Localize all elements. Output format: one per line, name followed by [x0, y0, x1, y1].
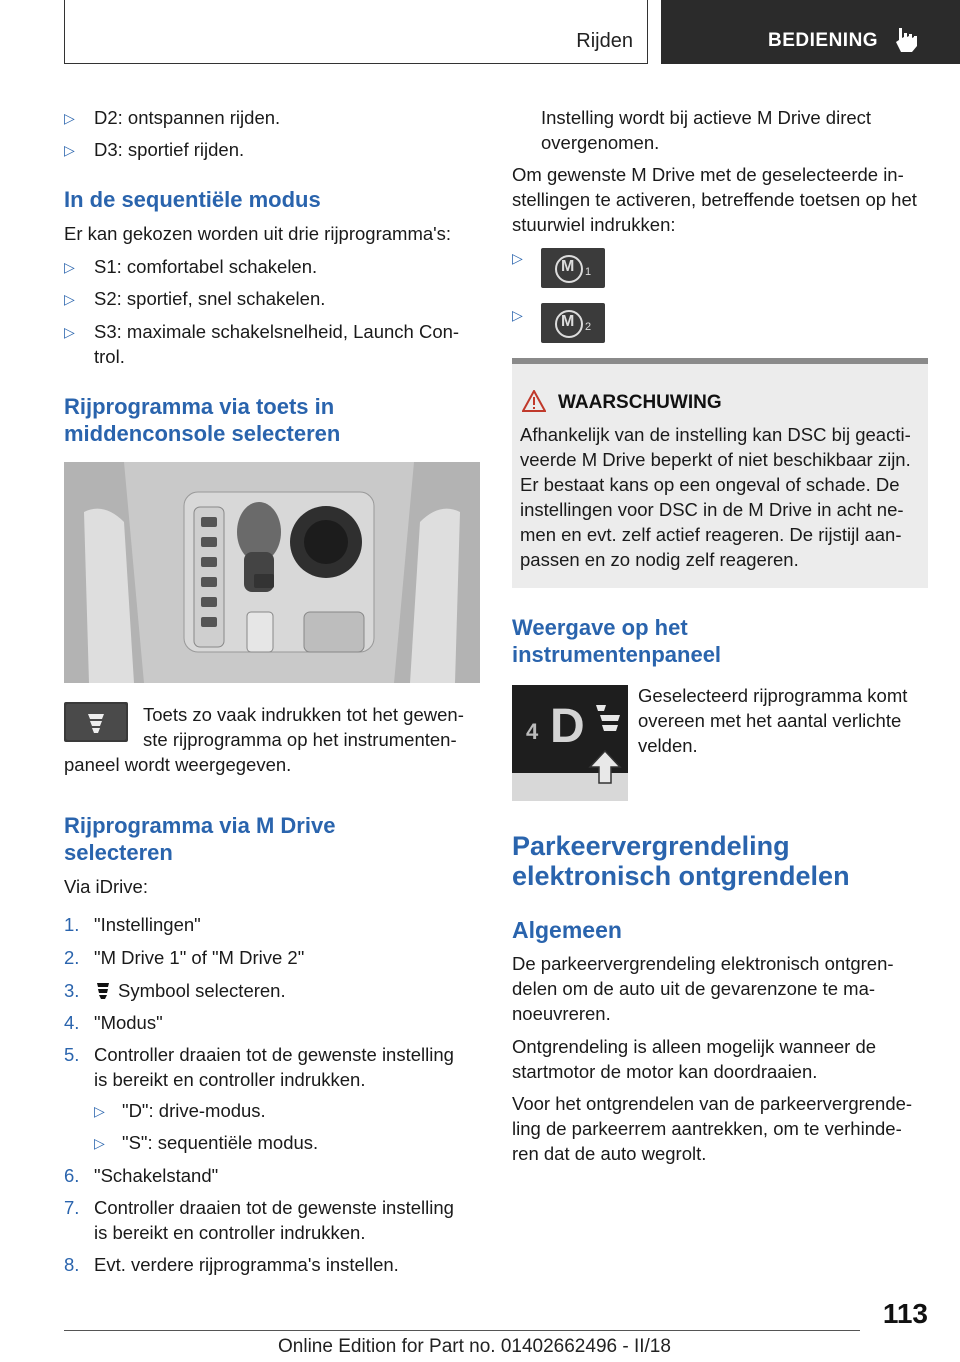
step-number: 2. — [64, 947, 80, 968]
step-text: "Instellingen" — [94, 914, 201, 935]
heading-general: Algemeen — [512, 917, 622, 943]
step-number: 5. — [64, 1044, 80, 1065]
center-console-image — [64, 462, 480, 683]
list-item: D3: sportief rijden. — [94, 139, 245, 160]
heading-display-2: instrumentenpaneel — [512, 642, 722, 667]
step-number: 6. — [64, 1165, 80, 1186]
chapter-title: Rijden — [576, 30, 633, 52]
step-text: Symbool selecteren. — [118, 980, 286, 1001]
header-chapter-box — [64, 0, 648, 64]
step-number: 7. — [64, 1197, 80, 1218]
toets-text: paneel wordt weergegeven. — [64, 754, 292, 775]
bullet-icon: ▷ — [94, 1135, 105, 1151]
bullet-icon: ▷ — [512, 250, 523, 266]
drive-mode-button-icon — [64, 702, 128, 742]
display-text: overeen met het aantal verlichte — [638, 710, 902, 731]
step-text: "M Drive 1" of "M Drive 2" — [94, 947, 305, 968]
section-title: BEDIENING — [768, 30, 879, 51]
warning-text: Er bestaat kans op een ongeval of schade. De — [520, 474, 900, 495]
instrument-display-image: 4 D — [512, 685, 628, 801]
step-number: 3. — [64, 980, 80, 1001]
arrow-up-icon — [588, 749, 622, 785]
paragraph: noeuvreren. — [512, 1003, 611, 1024]
paragraph: overgenomen. — [541, 132, 660, 153]
warning-text: men en evt. zelf actief reageren. De rijstijl aan- — [520, 524, 902, 545]
footer-divider — [64, 1330, 860, 1331]
paragraph: Om gewenste M Drive met de geselecteerde in- — [512, 164, 904, 185]
heading-mdrive: Rijprogramma via M Drive — [64, 813, 336, 838]
step-text-cont: is bereikt en controller indrukken. — [94, 1069, 366, 1090]
step-text: Evt. verdere rijprogramma's instellen. — [94, 1254, 399, 1275]
bullet-icon: ▷ — [512, 307, 523, 323]
step-text: Controller draaien tot de gewenste instelling — [94, 1197, 454, 1218]
list-item: D2: ontspannen rijden. — [94, 107, 281, 128]
step-text: Controller draaien tot de gewenste instelling — [94, 1044, 454, 1065]
bullet-icon: ▷ — [64, 259, 75, 275]
bullet-icon: ▷ — [64, 291, 75, 307]
paragraph: stuurwiel indrukken: — [512, 214, 676, 235]
display-text: Geselecteerd rijprogramma komt — [638, 685, 908, 706]
paragraph: Via iDrive: — [64, 876, 148, 897]
heading-parking-2: elektronisch ontgrendelen — [512, 861, 850, 891]
paragraph: De parkeervergrendeling elektronisch ontgren- — [512, 953, 894, 974]
page-number: 113 — [882, 1298, 928, 1329]
paragraph: stellingen te activeren, betreffende toetsen op het — [512, 189, 917, 210]
step-number: 4. — [64, 1012, 80, 1033]
heading-sequential: In de sequentiële modus — [64, 187, 321, 212]
step-number: 1. — [64, 914, 80, 935]
sub-item: "S": sequentiële modus. — [122, 1132, 319, 1153]
list-item: S2: sportief, snel schakelen. — [94, 288, 326, 309]
step-text-cont: is bereikt en controller indrukken. — [94, 1222, 366, 1243]
warning-triangle-icon — [522, 390, 546, 412]
warning-text: Afhankelijk van de instelling kan DSC bij geacti- — [520, 424, 911, 445]
step-text: "Schakelstand" — [94, 1165, 219, 1186]
footer-text: Online Edition for Part no. 01402662496 - II/18 — [278, 1336, 671, 1357]
list-item: S3: maximale schakelsnelheid, Launch Con- — [94, 321, 460, 342]
paragraph: Instelling wordt bij actieve M Drive direct — [541, 107, 872, 128]
m1-button-icon: M 1 — [541, 248, 605, 288]
gear-bars-icon — [594, 703, 622, 747]
step-text: "Modus" — [94, 1012, 163, 1033]
heading-display: Weergave op het — [512, 615, 688, 640]
paragraph: startmotor de motor kan doordraaien. — [512, 1061, 818, 1082]
hand-pointer-icon — [893, 24, 919, 54]
bullet-icon: ▷ — [64, 142, 75, 158]
warning-text: passen en zo nodig zelf reageren. — [520, 549, 799, 570]
step-number: 8. — [64, 1254, 80, 1275]
header-section-box — [661, 0, 960, 64]
toets-text: Toets zo vaak indrukken tot het gewen- — [143, 704, 464, 725]
m2-button-icon: M 2 — [541, 303, 605, 343]
display-text: velden. — [638, 735, 698, 756]
heading-mdrive-2: selecteren — [64, 840, 173, 865]
sub-item: "D": drive-modus. — [122, 1100, 266, 1121]
list-item: S1: comfortabel schakelen. — [94, 256, 318, 277]
paragraph: Ontgrendeling is alleen mogelijk wanneer de — [512, 1036, 877, 1057]
heading-toets: Rijprogramma via toets in — [64, 394, 335, 419]
paragraph: delen om de auto uit de gevarenzone te ma- — [512, 978, 876, 999]
bullet-icon: ▷ — [64, 110, 75, 126]
heading-toets-2: middenconsole selecteren — [64, 421, 341, 446]
list-item-cont: trol. — [94, 346, 125, 367]
warning-title: WAARSCHUWING — [558, 392, 722, 413]
bullet-icon: ▷ — [94, 1103, 105, 1119]
paragraph: ren dat de auto wegrolt. — [512, 1143, 707, 1164]
warning-text: instellingen voor DSC in de M Drive in acht ne- — [520, 499, 904, 520]
paragraph: ling de parkeerrem aantrekken, om te verhinde- — [512, 1118, 902, 1139]
bullet-icon: ▷ — [64, 324, 75, 340]
heading-parking: Parkeervergrendeling — [512, 831, 790, 861]
paragraph: Voor het ontgrendelen van de parkeervergrende- — [512, 1093, 913, 1114]
warning-text: veerde M Drive beperkt of niet beschikbaar zijn. — [520, 449, 911, 470]
drive-mode-symbol-icon — [96, 982, 110, 1000]
toets-text: ste rijprogramma op het instrumenten- — [143, 729, 457, 750]
warning-box — [512, 358, 928, 588]
paragraph: Er kan gekozen worden uit drie rijprogramma's: — [64, 223, 452, 244]
